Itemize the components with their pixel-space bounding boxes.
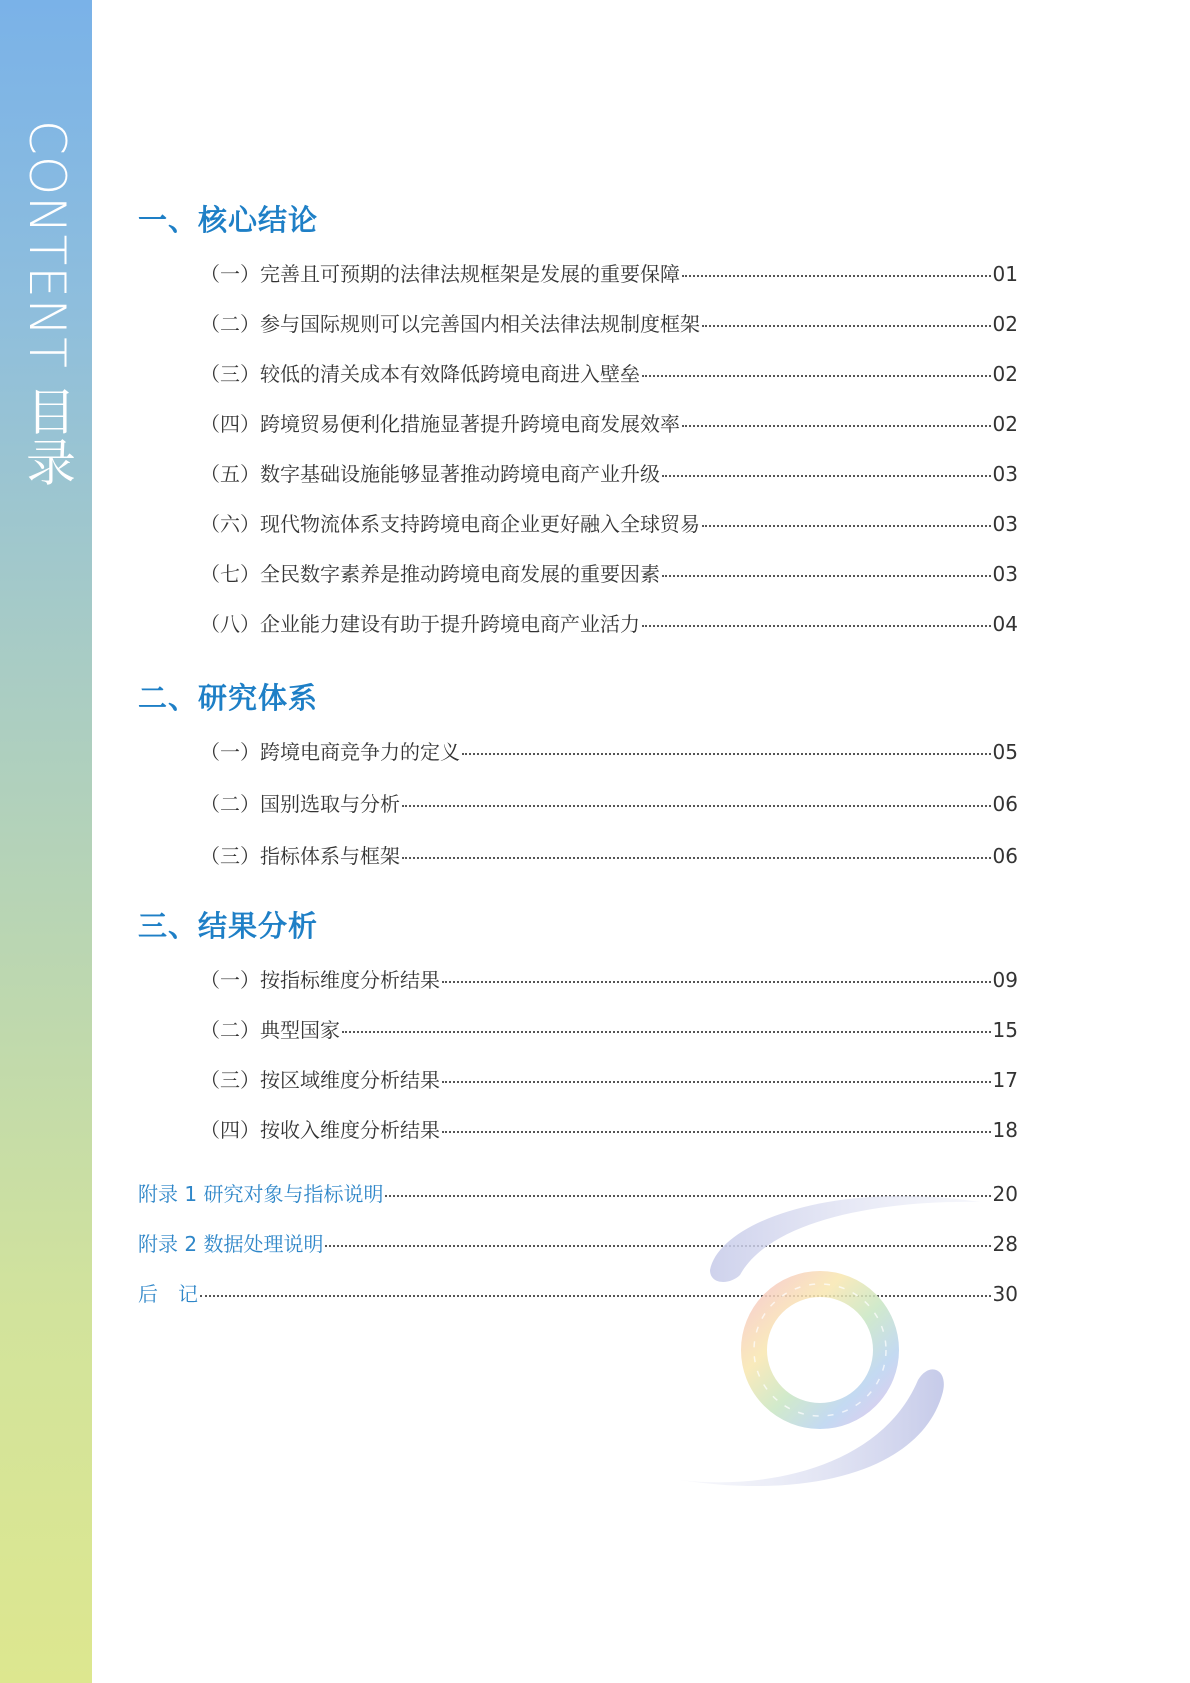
- appendix-item-page: 20: [992, 1182, 1018, 1206]
- toc-item-label: （一）按指标维度分析结果: [200, 968, 440, 992]
- appendix-item-label: 附录 2 数据处理说明: [138, 1232, 324, 1256]
- dot-leader: [442, 1130, 991, 1133]
- toc-item[interactable]: [200, 458, 1018, 488]
- toc-item-label: （一）完善且可预期的法律法规框架是发展的重要保障: [200, 262, 680, 286]
- dot-leader: [702, 324, 991, 327]
- toc-item[interactable]: [200, 558, 1018, 588]
- toc-item-page: 09: [992, 968, 1018, 992]
- appendix-item-page: 30: [992, 1282, 1018, 1306]
- toc-item-page: 04: [992, 612, 1018, 636]
- toc-item-label: （五）数字基础设施能够显著推动跨境电商产业升级: [200, 462, 660, 486]
- toc-item-page: 15: [992, 1018, 1018, 1042]
- appendix-item-page: 28: [992, 1232, 1018, 1256]
- toc-item-page: 02: [992, 312, 1018, 336]
- toc-item-label: （二）国别选取与分析: [200, 792, 400, 816]
- dot-leader: [442, 1080, 991, 1083]
- section-heading-2: 二、研究体系: [138, 681, 319, 715]
- dot-leader: [702, 524, 991, 527]
- toc-item[interactable]: [200, 258, 1018, 288]
- toc-item[interactable]: [200, 508, 1018, 538]
- toc-item-page: 18: [992, 1118, 1018, 1142]
- dot-leader: [642, 624, 991, 627]
- toc-item-label: （二）典型国家: [200, 1018, 340, 1042]
- toc-item[interactable]: [200, 1064, 1018, 1094]
- toc-item-label: （二）参与国际规则可以完善国内相关法律法规制度框架: [200, 312, 700, 336]
- toc-item-page: 02: [992, 412, 1018, 436]
- dot-leader: [342, 1030, 991, 1033]
- dot-leader: [662, 474, 991, 477]
- toc-item[interactable]: [200, 840, 1018, 870]
- toc-item-page: 03: [992, 512, 1018, 536]
- toc-item-label: （三）按区域维度分析结果: [200, 1068, 440, 1092]
- toc-item[interactable]: [200, 964, 1018, 994]
- toc-item-label: （一）跨境电商竞争力的定义: [200, 740, 460, 764]
- section-heading-3: 三、结果分析: [138, 909, 319, 943]
- toc-item[interactable]: [200, 358, 1018, 388]
- toc-item-page: 03: [992, 462, 1018, 486]
- dot-leader: [462, 752, 991, 755]
- toc-item[interactable]: [200, 1014, 1018, 1044]
- sidebar-title: CONTENT 目录: [18, 120, 76, 488]
- dot-leader: [402, 856, 991, 859]
- appendix-item-label: 后 记: [138, 1282, 198, 1306]
- toc-item-page: 02: [992, 362, 1018, 386]
- toc-item-label: （六）现代物流体系支持跨境电商企业更好融入全球贸易: [200, 512, 700, 536]
- section-heading-1: 一、核心结论: [138, 203, 319, 237]
- toc-item-page: 17: [992, 1068, 1018, 1092]
- toc-item[interactable]: [200, 1114, 1018, 1144]
- dot-leader: [442, 980, 991, 983]
- toc-item-label: （四）跨境贸易便利化措施显著提升跨境电商发展效率: [200, 412, 680, 436]
- toc-item-label: （三）较低的清关成本有效降低跨境电商进入壁垒: [200, 362, 640, 386]
- toc-item-page: 01: [992, 262, 1018, 286]
- toc-item-page: 06: [992, 844, 1018, 868]
- toc-item[interactable]: [200, 308, 1018, 338]
- ring-swoosh-logo: [680, 1180, 980, 1500]
- toc-item-label: （八）企业能力建设有助于提升跨境电商产业活力: [200, 612, 640, 636]
- toc-item-page: 06: [992, 792, 1018, 816]
- toc-item[interactable]: [200, 408, 1018, 438]
- toc-item[interactable]: [200, 736, 1018, 766]
- toc-item-label: （三）指标体系与框架: [200, 844, 400, 868]
- dot-leader: [682, 274, 991, 277]
- toc-item[interactable]: [200, 788, 1018, 818]
- toc-item[interactable]: [200, 608, 1018, 638]
- toc-item-label: （七）全民数字素养是推动跨境电商发展的重要因素: [200, 562, 660, 586]
- appendix-item-label: 附录 1 研究对象与指标说明: [138, 1182, 384, 1206]
- dot-leader: [662, 574, 991, 577]
- dot-leader: [402, 804, 991, 807]
- dot-leader: [682, 424, 991, 427]
- dot-leader: [642, 374, 991, 377]
- toc-item-page: 05: [992, 740, 1018, 764]
- toc-item-label: （四）按收入维度分析结果: [200, 1118, 440, 1142]
- toc-item-page: 03: [992, 562, 1018, 586]
